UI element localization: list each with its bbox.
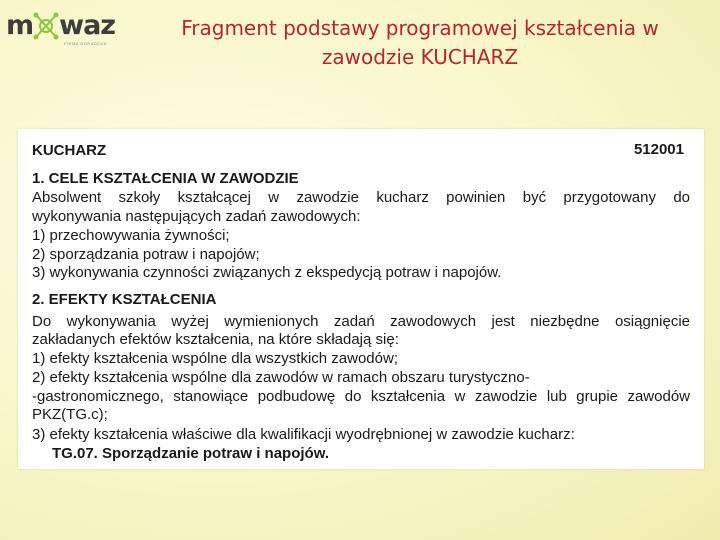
logo-text-m: m — [6, 10, 34, 41]
document-excerpt — [18, 129, 704, 469]
slide-title — [150, 14, 690, 72]
task-item: 1) przechowywania żywności; — [32, 227, 230, 244]
molecule-icon — [32, 11, 60, 41]
logo-subtitle: FIRMA DORADCZA — [64, 41, 107, 46]
effect-item: 1) efekty kształcenia wspólne dla wszystkich zawodów; — [32, 350, 398, 367]
logo-text-waz: waz — [59, 10, 116, 41]
effect-item-continuation: -gastronomicznego, stanowiące podbudowę do kształcenia w zawodzie lub grupie zawodów — [32, 388, 690, 405]
section2-heading: 2. EFEKTY KSZTAŁCENIA — [32, 291, 217, 308]
slide-title-line2: zawodzie KUCHARZ — [321, 45, 519, 69]
effect-item-continuation: PKZ(TG.c); — [32, 406, 108, 423]
mowaz-logo — [6, 4, 116, 54]
qualification-title: TG.07. Sporządzanie potraw i napojów. — [52, 445, 329, 462]
effect-item: 2) efekty kształcenia wspólne dla zawodów w ramach obszaru turystyczno- — [32, 369, 530, 386]
effect-item: 3) efekty kształcenia właściwe dla kwalifikacji wyodrębnionej w zawodzie kucharz: — [32, 426, 575, 443]
logo-wordmark — [6, 10, 115, 41]
section1-intro-line1: Absolwent szkoły kształcącej w zawodzie kucharz powinien być przygotowany do — [32, 189, 690, 206]
section2-intro-line2: zakładanych efektów kształcenia, na które składają się: — [32, 331, 399, 348]
task-item: 3) wykonywania czynności związanych z ekspedycją potraw i napojów. — [32, 264, 502, 281]
section2-intro-line1: Do wykonywania wyżej wymienionych zadań zawodowych jest niezbędne osiągnięcie — [32, 313, 690, 330]
section1-intro-line2: wykonywania następujących zadań zawodowych: — [32, 208, 361, 225]
section1-heading: 1. CELE KSZTAŁCENIA W ZAWODZIE — [32, 170, 299, 187]
task-item: 2) sporządzania potraw i napojów; — [32, 246, 260, 263]
profession-code: 512001 — [633, 141, 684, 158]
slide-title-line1: Fragment podstawy programowej kształcenia w — [181, 16, 659, 40]
profession-name: KUCHARZ — [32, 142, 107, 159]
